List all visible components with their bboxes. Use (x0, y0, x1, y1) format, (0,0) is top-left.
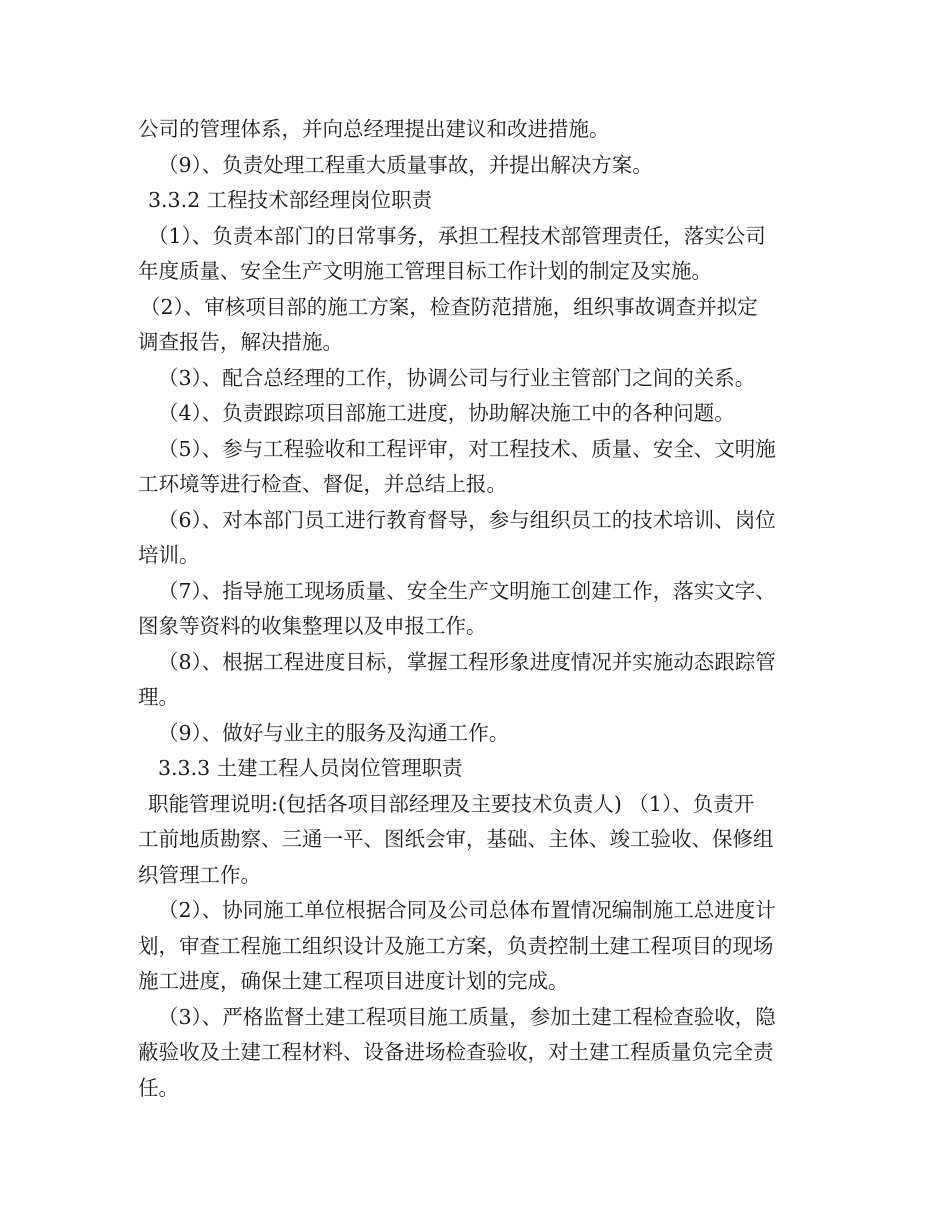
paragraph-line: （1）、负责本部门的日常事务，承担工程技术部管理责任，落实公司 (148, 223, 766, 248)
paragraph-line: 培训。 (138, 543, 200, 567)
paragraph-line: 调查报告，解决措施。 (138, 330, 343, 354)
paragraph-line: 织管理工作。 (138, 862, 261, 887)
paragraph-line: （2）、协同施工单位根据合同及公司总体布置情况编制施工总进度计 (158, 898, 776, 922)
paragraph-line: 工前地质勘察、三通一平、图纸会审，基础、主体、竣工验收、保修组 (138, 827, 774, 851)
paragraph-line: （9）、负责处理工程重大质量事故，并提出解决方案。 (158, 152, 653, 177)
paragraph-line: 公司的管理体系，并向总经理提出建议和改进措施。 (138, 117, 610, 141)
paragraph-line: （5）、参与工程验收和工程评审，对工程技术、质量、安全、文明施 (158, 436, 776, 461)
paragraph-line: （4）、负责跟踪项目部施工进度，协助解决施工中的各种问题。 (158, 401, 735, 425)
paragraph-line: （7）、指导施工现场质量、安全生产文明施工创建工作，落实文字、 (158, 578, 776, 603)
paragraph-line: 图象等资料的收集整理以及申报工作。 (138, 614, 487, 638)
paragraph-line: 任。 (138, 1075, 179, 1100)
paragraph-line: （3）、配合总经理的工作，协调公司与行业主管部门之间的关系。 (158, 365, 756, 390)
paragraph-line: （9）、做好与业主的服务及沟通工作。 (158, 720, 510, 745)
paragraph-line: 职能管理说明:(包括各项目部经理及主要技术负责人) （1）、负责开 (148, 791, 755, 816)
paragraph-line: 工环境等进行检查、督促，并总结上报。 (138, 472, 507, 496)
paragraph-line: （2）、审核项目部的施工方案，检查防范措施，组织事故调查并拟定 (140, 294, 758, 319)
paragraph-line: 划，审查工程施工组织设计及施工方案，负责控制土建工程项目的现场 (138, 933, 774, 958)
paragraph-line: 年度质量、安全生产文明施工管理目标工作计划的制定及实施。 (138, 259, 712, 283)
section-heading: 3.3.3 土建工程人员岗位管理职责 (158, 756, 463, 780)
document-body (138, 112, 814, 1106)
paragraph-line: （6）、对本部门员工进行教育督导，参与组织员工的技术培训、岗位 (158, 507, 776, 532)
section-heading: 3.3.2 工程技术部经理岗位职责 (148, 188, 433, 212)
paragraph-line: 理。 (138, 685, 179, 709)
paragraph-line: （3）、严格监督土建工程项目施工质量，参加土建工程检查验收，隐 (158, 1004, 776, 1029)
paragraph-line: 蔽验收及土建工程材料、设备进场检查验收，对土建工程质量负完全责 (138, 1040, 774, 1064)
paragraph-line: （8）、根据工程进度目标，掌握工程形象进度情况并实施动态跟踪管 (158, 649, 776, 674)
paragraph-line: 施工进度，确保土建工程项目进度计划的完成。 (138, 969, 569, 993)
